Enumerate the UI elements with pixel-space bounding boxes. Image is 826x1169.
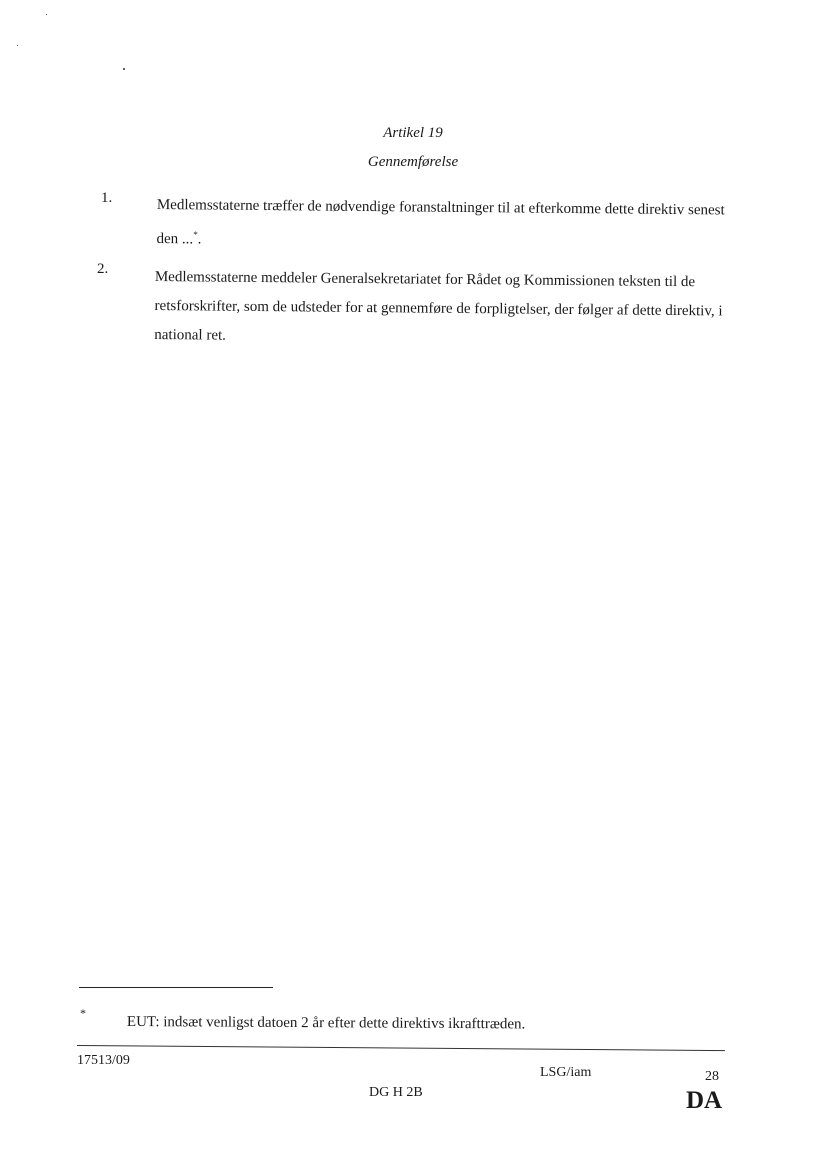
scan-speck xyxy=(123,68,125,70)
paragraph-end: . xyxy=(197,231,202,248)
article-subtitle: Gennemførelse xyxy=(367,154,459,170)
scan-speck xyxy=(17,45,18,46)
paragraph-text xyxy=(154,263,740,356)
page-number: 28 xyxy=(705,1069,719,1084)
footnote-separator xyxy=(79,987,273,988)
paragraph-body: Medlemsstaterne træffer de nødvendige foranstaltninger til at efterkomme dette direktiv senest den ... xyxy=(156,196,725,248)
footer-rule xyxy=(77,1045,725,1051)
footnote-reference: * xyxy=(193,229,198,240)
article-title: Artikel 19 xyxy=(383,125,443,141)
directorate: DG H 2B xyxy=(369,1085,423,1100)
language-code: DA xyxy=(686,1087,723,1114)
paragraph-body: Medlemsstaterne meddeler Generalsekretariatet for Rådet og Kommissionen teksten til de retsforskrifter, som de udsteder for at gennemføre de forpligtelser, der følger af dette direktiv, i national ret. xyxy=(154,268,723,344)
paragraph-number: 1. xyxy=(101,190,113,206)
scan-speck xyxy=(46,14,47,15)
paragraph-text xyxy=(156,191,729,259)
author-initials: LSG/iam xyxy=(540,1065,592,1080)
paragraph-number: 2. xyxy=(97,261,109,277)
footnote-text: EUT: indsæt venligst datoen 2 år efter dette direktivs ikrafttræden. xyxy=(126,1014,526,1033)
document-number: 17513/09 xyxy=(77,1053,130,1068)
footnote-marker: * xyxy=(80,1006,86,1020)
